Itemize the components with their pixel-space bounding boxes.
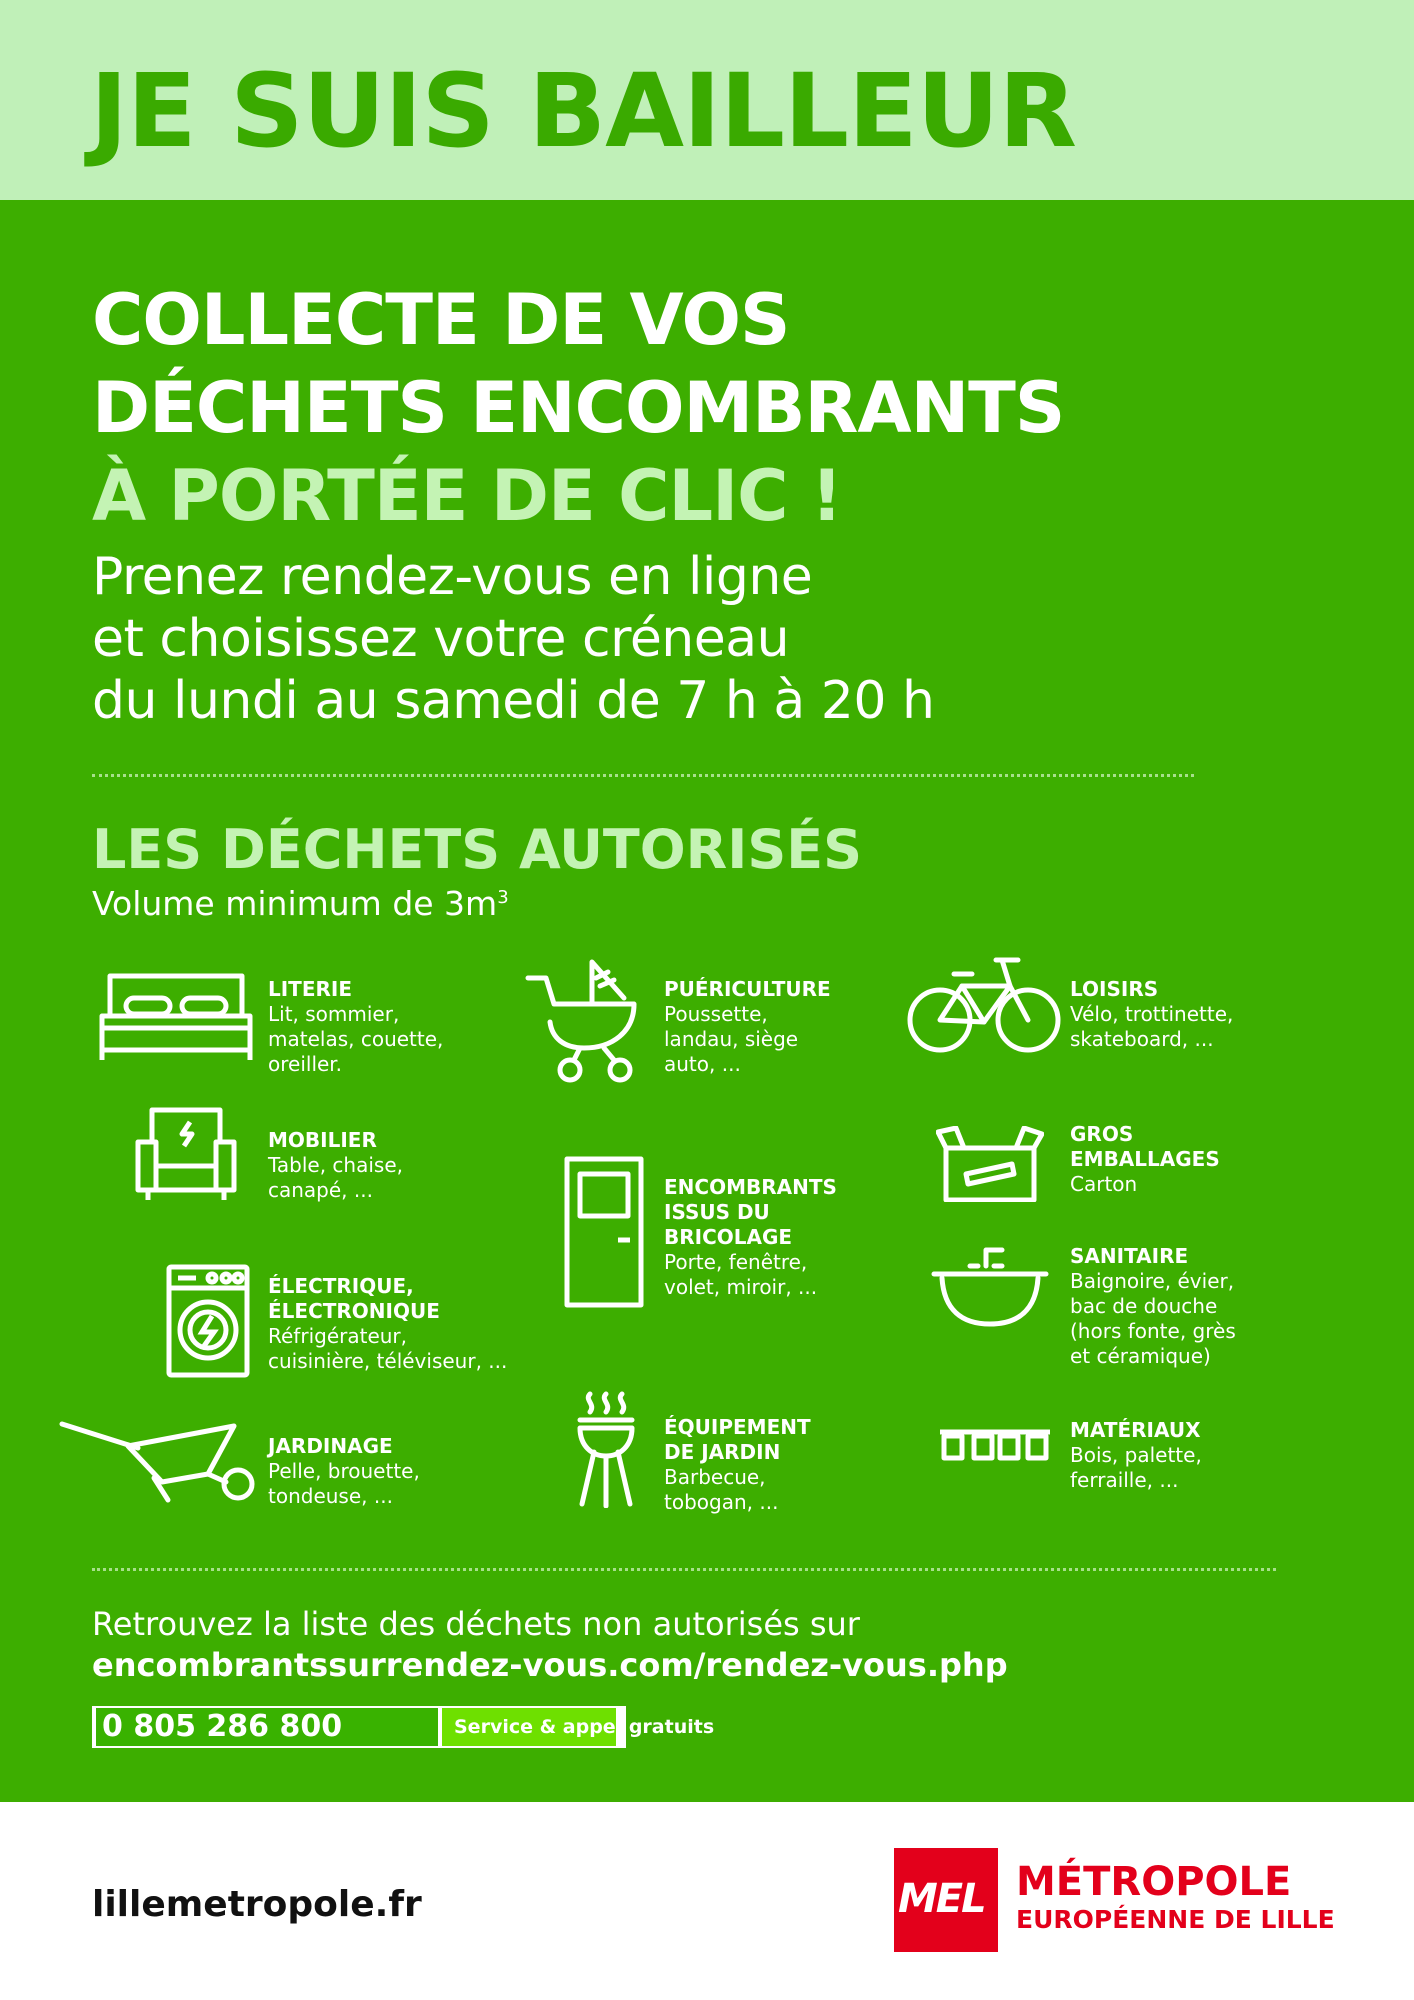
category-title: BRICOLAGE xyxy=(664,1225,793,1249)
cardboard-box-icon xyxy=(936,1126,1044,1202)
category-desc: Poussette, xyxy=(664,1002,768,1026)
category-desc: cuisinière, téléviseur, ... xyxy=(268,1349,508,1373)
category-title: GROS xyxy=(1070,1122,1134,1146)
category-title: PUÉRICULTURE xyxy=(664,977,831,1001)
bed-icon xyxy=(96,972,256,1062)
category-desc: oreiller. xyxy=(268,1052,343,1076)
category-equipement-jardin xyxy=(664,1415,811,1515)
dotted-divider-bottom xyxy=(92,1568,1276,1571)
category-title: SANITAIRE xyxy=(1070,1244,1189,1268)
washing-machine-icon xyxy=(166,1264,250,1378)
category-materiaux xyxy=(1070,1418,1202,1493)
category-puericulture xyxy=(664,977,831,1077)
category-title: ÉLECTRONIQUE xyxy=(268,1299,440,1323)
pallet-icon xyxy=(938,1428,1052,1462)
service-label: Service & appel gratuits xyxy=(442,1708,616,1746)
category-title: ENCOMBRANTS xyxy=(664,1175,837,1199)
category-desc: tondeuse, ... xyxy=(268,1484,393,1508)
category-desc: Bois, palette, xyxy=(1070,1443,1202,1467)
category-electrique xyxy=(268,1274,507,1374)
subtitle-line-1: Prenez rendez-vous en ligne xyxy=(92,547,813,607)
category-desc: bac de douche xyxy=(1070,1294,1218,1318)
category-desc: Vélo, trottinette, xyxy=(1070,1002,1234,1026)
category-desc: ferraille, ... xyxy=(1070,1468,1179,1492)
category-desc: skateboard, ... xyxy=(1070,1027,1214,1051)
site-link[interactable]: lillemetropole.fr xyxy=(92,1884,422,1925)
category-desc: et céramique) xyxy=(1070,1344,1211,1368)
organization-name-line-2: EUROPÉENNE DE LILLE xyxy=(1016,1905,1335,1934)
category-desc: landau, siège xyxy=(664,1027,799,1051)
door-icon xyxy=(564,1156,644,1308)
page-title: JE SUIS BAILLEUR xyxy=(90,52,1077,171)
section-title: LES DÉCHETS AUTORISÉS xyxy=(92,818,863,881)
category-loisirs xyxy=(1070,977,1233,1052)
footer-info xyxy=(92,1604,1008,1686)
organization-name-line-1: MÉTROPOLE xyxy=(1016,1859,1292,1905)
category-title: LOISIRS xyxy=(1070,977,1159,1001)
category-gros-emballages xyxy=(1070,1122,1220,1197)
headline xyxy=(92,276,1064,540)
headline-line-1: COLLECTE DE VOS xyxy=(92,279,790,361)
category-desc: Réfrigérateur, xyxy=(268,1324,408,1348)
mel-logo xyxy=(894,1848,998,1952)
mel-logo-text: MEL xyxy=(898,1876,985,1922)
sink-icon xyxy=(930,1244,1050,1328)
footer-line: Retrouvez la liste des déchets non autorisés sur xyxy=(92,1605,860,1643)
armchair-icon xyxy=(134,1102,238,1202)
category-desc: Carton xyxy=(1070,1172,1138,1196)
category-title: ÉQUIPEMENT xyxy=(664,1415,811,1439)
category-desc: canapé, ... xyxy=(268,1178,373,1202)
subtitle-line-3: du lundi au samedi de 7 h à 20 h xyxy=(92,671,935,731)
category-title: ISSUS DU xyxy=(664,1200,770,1224)
stroller-icon xyxy=(524,952,644,1084)
phone-banner[interactable] xyxy=(92,1706,715,1748)
category-desc: Porte, fenêtre, xyxy=(664,1250,808,1274)
category-jardinage xyxy=(268,1434,420,1509)
category-desc: volet, miroir, ... xyxy=(664,1275,818,1299)
category-desc: Table, chaise, xyxy=(268,1153,403,1177)
category-desc: Pelle, brouette, xyxy=(268,1459,420,1483)
website-link[interactable]: encombrantssurrendez-vous.com/rendez-vous.php xyxy=(92,1646,1008,1684)
category-desc: tobogan, ... xyxy=(664,1490,779,1514)
headline-line-3: À PORTÉE DE CLIC ! xyxy=(92,455,842,537)
organization-name xyxy=(1016,1860,1335,1936)
category-title: MATÉRIAUX xyxy=(1070,1418,1201,1442)
subtitle-line-2: et choisissez votre créneau xyxy=(92,609,790,669)
headline-line-2: DÉCHETS ENCOMBRANTS xyxy=(92,367,1065,449)
category-desc: Baignoire, évier, xyxy=(1070,1269,1235,1293)
category-desc: Lit, sommier, xyxy=(268,1002,400,1026)
category-desc: matelas, couette, xyxy=(268,1027,444,1051)
phone-number[interactable]: 0 805 286 800 xyxy=(96,1708,438,1746)
category-title: DE JARDIN xyxy=(664,1440,781,1464)
barbecue-icon xyxy=(576,1390,636,1508)
bicycle-icon xyxy=(906,952,1062,1056)
category-title: JARDINAGE xyxy=(268,1434,393,1458)
wheelbarrow-icon xyxy=(58,1418,258,1508)
volume-note xyxy=(92,884,509,923)
volume-exponent: 3 xyxy=(497,887,509,908)
category-title: ÉLECTRIQUE, xyxy=(268,1274,414,1298)
dotted-divider-top xyxy=(92,774,1194,777)
category-title: MOBILIER xyxy=(268,1128,377,1152)
category-literie xyxy=(268,977,443,1077)
category-sanitaire xyxy=(1070,1244,1236,1369)
category-desc: (hors fonte, grès xyxy=(1070,1319,1236,1343)
category-title: EMBALLAGES xyxy=(1070,1147,1220,1171)
category-desc: auto, ... xyxy=(664,1052,741,1076)
category-bricolage xyxy=(664,1175,837,1300)
volume-text: Volume minimum de 3m xyxy=(92,884,498,923)
subtitle xyxy=(92,546,934,732)
category-desc: Barbecue, xyxy=(664,1465,766,1489)
header-band xyxy=(0,0,1414,200)
category-title: LITERIE xyxy=(268,977,352,1001)
category-mobilier xyxy=(268,1128,403,1203)
